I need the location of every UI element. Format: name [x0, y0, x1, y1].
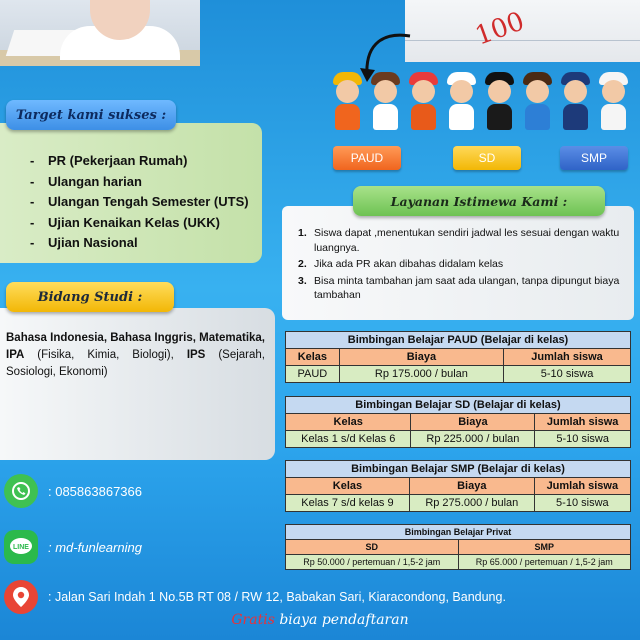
phone-number: : 085863867366: [48, 483, 142, 499]
cell-biaya: Rp 275.000 / bulan: [409, 495, 534, 512]
svg-text:LINE: LINE: [13, 544, 29, 551]
contact-address[interactable]: [4, 580, 506, 614]
table-title: Bimbingan Belajar PAUD (Belajar di kelas): [286, 332, 631, 349]
profession-characters: [330, 68, 632, 134]
subjects-ips: IPS: [186, 349, 206, 361]
list-item: - Ujian Nasional: [30, 235, 254, 256]
table-title: Bimbingan Belajar Privat: [286, 525, 631, 540]
price-table-sd: [285, 396, 631, 448]
line-icon: [4, 530, 38, 564]
list-item: - Ujian Kenaikan Kelas (UKK): [30, 215, 254, 236]
price-table-privat: [285, 524, 631, 570]
layanan-box: [282, 206, 634, 320]
list-item: - Ulangan Tengah Semester (UTS): [30, 194, 254, 215]
target-list: [30, 153, 254, 256]
bidang-studi-box: [0, 308, 275, 460]
student-desk-photo: [0, 0, 200, 66]
character-figure: [482, 68, 517, 134]
column-header-jumlah: Jumlah siswa: [535, 414, 631, 431]
character-figure: [330, 68, 365, 134]
target-list-box: [0, 123, 262, 263]
list-item: 2. Jika ada PR akan dibahas didalam kelas: [298, 258, 504, 270]
registration-text: biaya pendaftaran: [274, 612, 409, 628]
subjects-main: Bahasa Indonesia, Bahasa Inggris, Matematika, IPA: [6, 332, 265, 361]
character-figure: [406, 68, 441, 134]
location-pin-icon: [4, 580, 38, 614]
address-text: : Jalan Sari Indah 1 No.5B RT 08 / RW 12, Babakan Sari, Kiaracondong, Bandung.: [48, 590, 506, 604]
table-title: Bimbingan Belajar SD (Belajar di kelas): [286, 397, 631, 414]
column-header-kelas: Kelas: [286, 349, 340, 366]
character-figure: [596, 68, 631, 134]
subjects-text: [6, 330, 265, 381]
column-header-kelas: Kelas: [286, 414, 411, 431]
list-item: 1. Siswa dapat ,menentukan sendiri jadwal les sesuai dengan waktu luangnya.: [298, 227, 620, 254]
column-header-sd: SD: [286, 540, 459, 555]
tab-paud[interactable]: PAUD: [333, 146, 401, 170]
list-item: 3. Bisa minta tambahan jam saat ada ulangan, tanpa dipungut biaya tambahan: [298, 274, 620, 301]
free-registration-text: [0, 612, 640, 628]
cell-price-smp: Rp 65.000 / pertemuan / 1,5-2 jam: [458, 555, 631, 570]
column-header-biaya: Biaya: [411, 414, 535, 431]
column-header-jumlah: Jumlah siswa: [504, 349, 631, 366]
price-table-paud: [285, 331, 631, 383]
list-item: - Ulangan harian: [30, 174, 254, 195]
character-figure: [368, 68, 403, 134]
cell-jumlah: 5-10 siswa: [504, 366, 631, 383]
column-header-biaya: Biaya: [409, 478, 534, 495]
cell-kelas: Kelas 7 s/d kelas 9: [286, 495, 410, 512]
line-id: : md-funlearning: [48, 539, 142, 555]
cell-kelas: PAUD: [286, 366, 340, 383]
exam-score: 100: [471, 6, 529, 52]
table-row: [286, 366, 631, 383]
cell-biaya: Rp 175.000 / bulan: [339, 366, 503, 383]
layanan-list: [294, 226, 626, 303]
exam-paper-photo: [405, 0, 640, 62]
cell-biaya: Rp 225.000 / bulan: [411, 431, 535, 448]
character-figure: [558, 68, 593, 134]
character-figure: [520, 68, 555, 134]
table-title: Bimbingan Belajar SMP (Belajar di kelas): [286, 461, 631, 478]
layanan-title: Layanan Istimewa Kami :: [353, 186, 605, 216]
price-table-smp: [285, 460, 631, 512]
cell-jumlah: 5-10 siswa: [534, 495, 630, 512]
cell-kelas: Kelas 1 s/d Kelas 6: [286, 431, 411, 448]
bidang-studi-title: Bidang Studi :: [6, 282, 174, 312]
tab-sd[interactable]: SD: [453, 146, 521, 170]
contact-whatsapp[interactable]: [4, 474, 142, 508]
gratis-word: Gratis: [231, 612, 275, 628]
table-row: [286, 555, 631, 570]
table-row: [286, 431, 631, 448]
contact-line[interactable]: [4, 530, 142, 564]
target-title: Target kami sukses :: [6, 100, 176, 130]
subjects-ips-detail: (Sejarah, Sosiologi, Ekonomi): [6, 349, 266, 378]
column-header-jumlah: Jumlah siswa: [534, 478, 630, 495]
subjects-ipa-detail: (Fisika, Kimia, Biologi),: [24, 349, 174, 361]
character-figure: [444, 68, 479, 134]
column-header-biaya: Biaya: [339, 349, 503, 366]
column-header-smp: SMP: [458, 540, 631, 555]
tab-smp[interactable]: SMP: [560, 146, 628, 170]
table-row: [286, 495, 631, 512]
cell-jumlah: 5-10 siswa: [535, 431, 631, 448]
cell-price-sd: Rp 50.000 / pertemuan / 1,5-2 jam: [286, 555, 459, 570]
column-header-kelas: Kelas: [286, 478, 410, 495]
list-item: - PR (Pekerjaan Rumah): [30, 153, 254, 174]
whatsapp-icon: [4, 474, 38, 508]
